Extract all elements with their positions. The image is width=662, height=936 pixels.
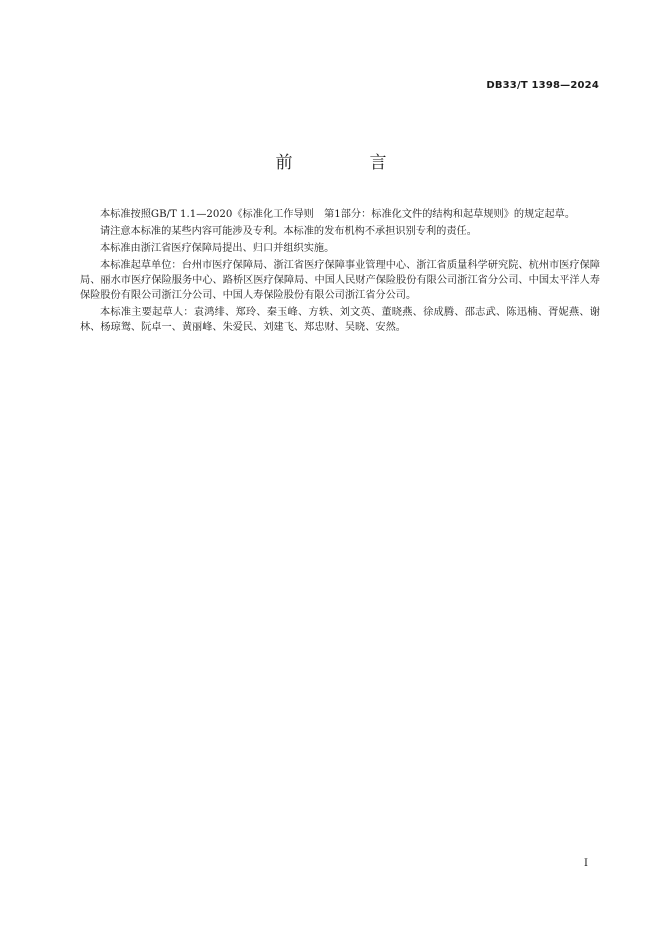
paragraph-proposer: 本标准由浙江省医疗保障局提出、归口并组织实施。: [100, 242, 335, 254]
foreword-body: [80, 207, 600, 336]
page-number: I: [584, 858, 588, 869]
paragraph-drafters: 本标准主要起草人：袁鸿绯、郑玲、秦玉峰、方轶、刘文英、董晓燕、徐成腾、邵志武、陈迅楠、胥妮燕、谢林、杨琼鸳、阮卓一、黄丽峰、朱爱民、刘建飞、郑忠财、吴晓、安然。: [80, 306, 600, 333]
paragraph-drafting-units: 本标准起草单位：台州市医疗保障局、浙江省医疗保障事业管理中心、浙江省质量科学研究院、杭州市医疗保障局、丽水市医疗保险服务中心、路桥区医疗保障局、中国人民财产保险股份有限公司浙江省分公司、中国太平洋人寿保险股份有限公司浙江分公司、中国人寿保险股份有限公司浙江省分公司。: [80, 259, 600, 301]
paragraph-drafting-rules: 本标准按照GB/T 1.1—2020《标准化工作导则 第1部分：标准化文件的结构和起草规则》的规定起草。: [100, 209, 576, 220]
standard-code: DB33/T 1398—2024: [486, 80, 599, 91]
page-title: 前 言: [275, 153, 417, 173]
paragraph-patent-notice: 请注意本标准的某些内容可能涉及专利。本标准的发布机构不承担识别专利的责任。: [100, 225, 477, 237]
